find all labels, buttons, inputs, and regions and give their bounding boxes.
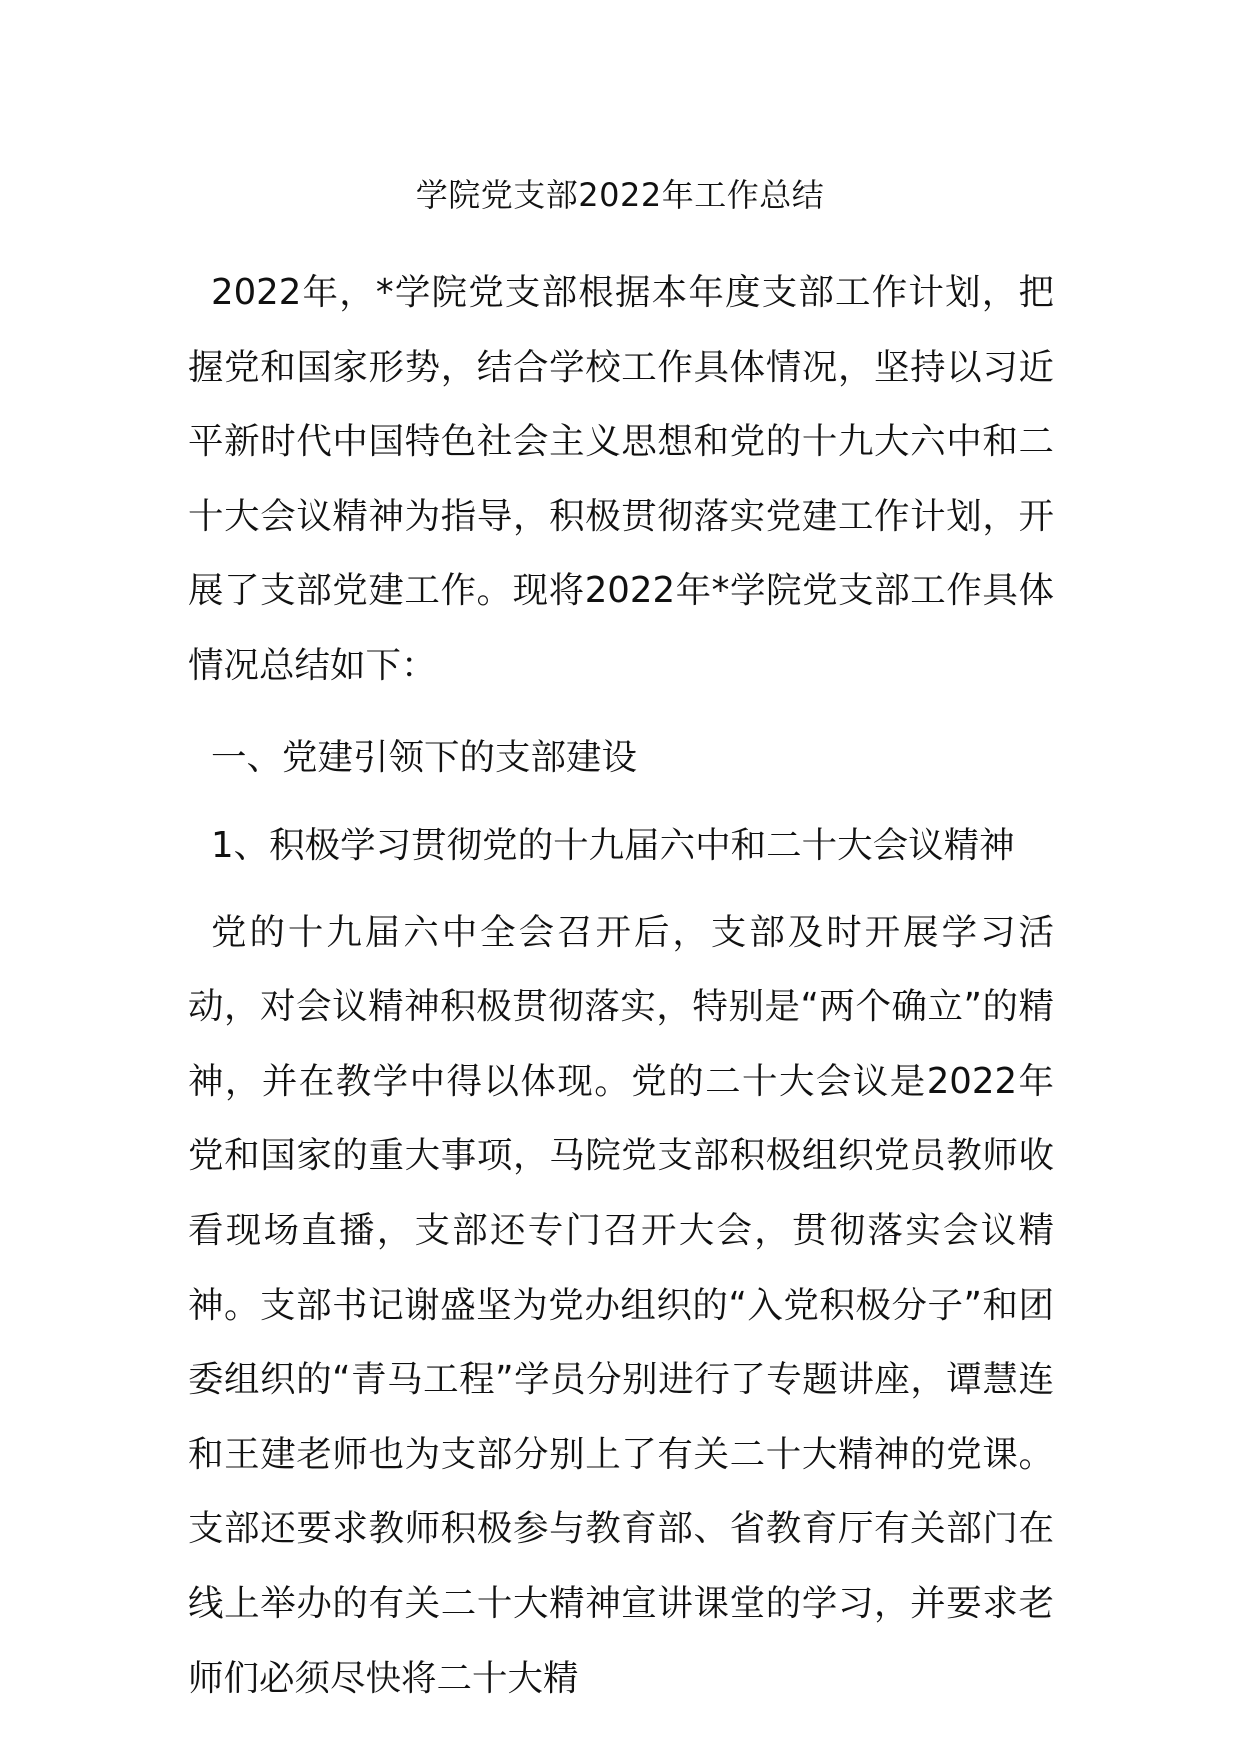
document-title: 学院党支部2022年工作总结 [415, 176, 825, 214]
body-paragraph: 党的十九届六中全会召开后，支部及时开展学习活动，对会议精神积极贯彻落实，特别是“两个确立”的精神，并在教学中得以体现。党的二十大会议是2022年党和国家的重大事项，马院党支部积极组织党员教师收看现场直播，支部还专门召开大会，贯彻落实会议精神。支部书记谢盛坚为党办组织的“入党积极分子”和团委组织的“青马工程”学员分别进行了专题讲座，谭慧连和王建老师也为支部分别上了有关二十大精神的党课。支部还要求教师积极参与教育部、省教育厅有关部门在线上举办的有关二十大精神宣讲课堂的学习，并要求老师们必须尽快将二十大精 [188, 911, 1054, 1699]
subsection-heading: 1、积极学习贯彻党的十九届六中和二十大会议精神 [211, 824, 1015, 866]
intro-paragraph: 2022年，*学院党支部根据本年度支部工作计划，把握党和国家形势，结合学校工作具体情况，坚持以习近平新时代中国特色社会主义思想和党的十九大六中和二十大会议精神为指导，积极贯彻落实党建工作计划，开展了支部党建工作。现将2022年*学院党支部工作具体情况总结如下： [188, 272, 1054, 686]
section-heading: 一、党建引领下的支部建设 [211, 736, 638, 778]
document-body [188, 256, 1054, 1716]
